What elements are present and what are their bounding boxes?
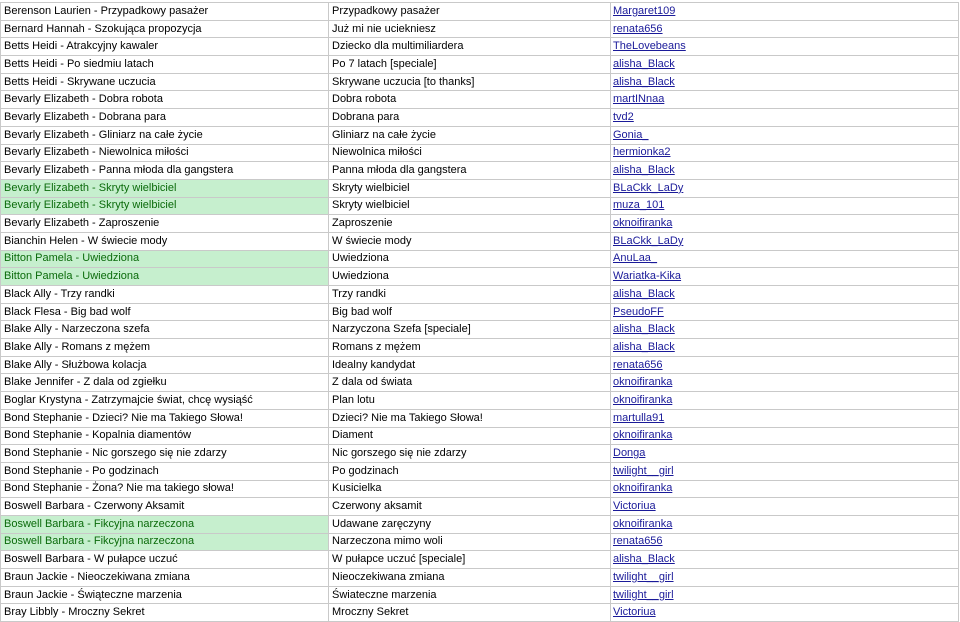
- uploader-link[interactable]: renata656: [613, 358, 663, 371]
- translations-table: [0, 2, 959, 622]
- alt-title-cell: Skryty wielbiciel: [329, 179, 611, 197]
- book-title-cell: Bernard Hannah - Szokująca propozycja: [1, 20, 329, 38]
- book-title-cell: Bond Stephanie - Kopalnia diamentów: [1, 427, 329, 445]
- table-row: [1, 250, 959, 268]
- book-title-cell: Braun Jackie - Świąteczne marzenia: [1, 586, 329, 604]
- uploader-link[interactable]: twilight__girl: [613, 588, 674, 601]
- book-title-cell: Black Ally - Trzy randki: [1, 286, 329, 304]
- uploader-link[interactable]: renata656: [613, 535, 663, 548]
- book-title-cell: Blake Ally - Romans z mężem: [1, 339, 329, 357]
- uploader-link[interactable]: Margaret109: [613, 4, 676, 17]
- book-title-cell: Boswell Barbara - Fikcyjna narzeczona: [1, 533, 329, 551]
- uploader-cell: [611, 215, 959, 233]
- book-title-cell: Bevarly Elizabeth - Zaproszenie: [1, 215, 329, 233]
- table-row: [1, 462, 959, 480]
- alt-title-cell: Mroczny Sekret: [329, 604, 611, 622]
- table-row: [1, 392, 959, 410]
- table-row: [1, 126, 959, 144]
- uploader-link[interactable]: alisha_Black: [613, 57, 675, 70]
- table-row: [1, 268, 959, 286]
- uploader-cell: [611, 339, 959, 357]
- uploader-cell: [611, 162, 959, 180]
- book-title-cell: Bond Stephanie - Nic gorszego się nie zdarzy: [1, 445, 329, 463]
- book-title-cell: Bond Stephanie - Żona? Nie ma takiego słowa!: [1, 480, 329, 498]
- alt-title-cell: W świecie mody: [329, 232, 611, 250]
- uploader-cell: [611, 20, 959, 38]
- uploader-link[interactable]: martulla91: [613, 411, 665, 424]
- book-title-cell: Bond Stephanie - Po godzinach: [1, 462, 329, 480]
- table-row: [1, 604, 959, 622]
- table-row: [1, 197, 959, 215]
- uploader-link[interactable]: Victoriua: [613, 606, 656, 619]
- book-title-cell: Bitton Pamela - Uwiedziona: [1, 250, 329, 268]
- table-row: [1, 374, 959, 392]
- uploader-link[interactable]: Wariatka-Kika: [613, 270, 682, 283]
- alt-title-cell: Zaproszenie: [329, 215, 611, 233]
- table-row: [1, 409, 959, 427]
- uploader-link[interactable]: alisha_Black: [613, 75, 675, 88]
- book-title-cell: Blake Ally - Służbowa kolacja: [1, 356, 329, 374]
- uploader-cell: [611, 374, 959, 392]
- uploader-link[interactable]: alisha_Black: [613, 287, 675, 300]
- uploader-link[interactable]: Donga: [613, 447, 646, 460]
- uploader-cell: [611, 462, 959, 480]
- uploader-cell: [611, 445, 959, 463]
- uploader-cell: [611, 38, 959, 56]
- book-title-cell: Blake Jennifer - Z dala od zgiełku: [1, 374, 329, 392]
- book-title-cell: Bevarly Elizabeth - Gliniarz na całe życie: [1, 126, 329, 144]
- alt-title-cell: Świateczne marzenia: [329, 586, 611, 604]
- uploader-cell: [611, 268, 959, 286]
- table-row: [1, 56, 959, 74]
- uploader-link[interactable]: oknoifiranka: [613, 429, 673, 442]
- alt-title-cell: Niewolnica miłości: [329, 144, 611, 162]
- uploader-cell: [611, 409, 959, 427]
- uploader-cell: [611, 427, 959, 445]
- table-row: [1, 286, 959, 304]
- uploader-link[interactable]: BLaCkk_LaDy: [613, 234, 684, 247]
- book-title-cell: Bray Libbly - Mroczny Sekret: [1, 604, 329, 622]
- uploader-link[interactable]: AnuLaa_: [613, 252, 658, 265]
- uploader-link[interactable]: oknoifiranka: [613, 376, 673, 389]
- table-row: [1, 427, 959, 445]
- alt-title-cell: Po godzinach: [329, 462, 611, 480]
- alt-title-cell: Skryty wielbiciel: [329, 197, 611, 215]
- uploader-cell: [611, 250, 959, 268]
- book-title-cell: Betts Heidi - Po siedmiu latach: [1, 56, 329, 74]
- uploader-cell: [611, 303, 959, 321]
- table-row: [1, 533, 959, 551]
- book-title-cell: Bitton Pamela - Uwiedziona: [1, 268, 329, 286]
- alt-title-cell: Uwiedziona: [329, 268, 611, 286]
- book-title-cell: Boglar Krystyna - Zatrzymajcie świat, chcę wysiąść: [1, 392, 329, 410]
- book-title-cell: Blake Ally - Narzeczona szefa: [1, 321, 329, 339]
- uploader-cell: [611, 232, 959, 250]
- uploader-cell: [611, 179, 959, 197]
- uploader-cell: [611, 604, 959, 622]
- uploader-link[interactable]: hermionka2: [613, 146, 671, 159]
- uploader-cell: [611, 109, 959, 127]
- uploader-link[interactable]: alisha_Black: [613, 323, 675, 336]
- uploader-link[interactable]: Gonia_: [613, 128, 649, 141]
- table-row: [1, 339, 959, 357]
- uploader-link[interactable]: PseudoFF: [613, 305, 664, 318]
- table-row: [1, 144, 959, 162]
- alt-title-cell: Udawane zaręczyny: [329, 515, 611, 533]
- table-row: [1, 445, 959, 463]
- alt-title-cell: Dobrana para: [329, 109, 611, 127]
- uploader-cell: [611, 356, 959, 374]
- table-row: [1, 109, 959, 127]
- uploader-link[interactable]: alisha_Black: [613, 164, 675, 177]
- book-title-cell: Betts Heidi - Skrywane uczucia: [1, 73, 329, 91]
- table-row: [1, 3, 959, 21]
- book-title-cell: Bianchin Helen - W świecie mody: [1, 232, 329, 250]
- alt-title-cell: Czerwony aksamit: [329, 498, 611, 516]
- uploader-cell: [611, 144, 959, 162]
- table-body: [1, 3, 959, 622]
- uploader-cell: [611, 392, 959, 410]
- alt-title-cell: Trzy randki: [329, 286, 611, 304]
- uploader-cell: [611, 480, 959, 498]
- alt-title-cell: Narzyczona Szefa [speciale]: [329, 321, 611, 339]
- uploader-cell: [611, 533, 959, 551]
- table-row: [1, 303, 959, 321]
- book-title-cell: Berenson Laurien - Przypadkowy pasażer: [1, 3, 329, 21]
- book-title-cell: Bond Stephanie - Dzieci? Nie ma Takiego Słowa!: [1, 409, 329, 427]
- book-title-cell: Bevarly Elizabeth - Skryty wielbiciel: [1, 179, 329, 197]
- alt-title-cell: Nieoczekiwana zmiana: [329, 569, 611, 587]
- uploader-cell: [611, 91, 959, 109]
- alt-title-cell: Idealny kandydat: [329, 356, 611, 374]
- table-row: [1, 515, 959, 533]
- table-row: [1, 232, 959, 250]
- book-title-cell: Bevarly Elizabeth - Dobra robota: [1, 91, 329, 109]
- table-row: [1, 91, 959, 109]
- book-title-cell: Betts Heidi - Atrakcyjny kawaler: [1, 38, 329, 56]
- book-title-cell: Bevarly Elizabeth - Dobrana para: [1, 109, 329, 127]
- table-row: [1, 569, 959, 587]
- book-title-cell: Bevarly Elizabeth - Panna młoda dla gangstera: [1, 162, 329, 180]
- table-row: [1, 356, 959, 374]
- alt-title-cell: Z dala od świata: [329, 374, 611, 392]
- uploader-link[interactable]: TheLovebeans: [613, 40, 686, 53]
- table-row: [1, 73, 959, 91]
- uploader-cell: [611, 586, 959, 604]
- uploader-link[interactable]: oknoifiranka: [613, 482, 673, 495]
- uploader-link[interactable]: Victoriua: [613, 500, 656, 513]
- uploader-link[interactable]: alisha_Black: [613, 553, 675, 566]
- uploader-cell: [611, 569, 959, 587]
- table-row: [1, 551, 959, 569]
- uploader-cell: [611, 73, 959, 91]
- alt-title-cell: Narzeczona mimo woli: [329, 533, 611, 551]
- table-row: [1, 38, 959, 56]
- uploader-link[interactable]: martINnaa: [613, 93, 665, 106]
- uploader-cell: [611, 551, 959, 569]
- uploader-link[interactable]: oknoifiranka: [613, 217, 673, 230]
- alt-title-cell: Dziecko dla multimiliardera: [329, 38, 611, 56]
- uploader-cell: [611, 197, 959, 215]
- book-title-cell: Braun Jackie - Nieoczekiwana zmiana: [1, 569, 329, 587]
- uploader-cell: [611, 515, 959, 533]
- uploader-cell: [611, 321, 959, 339]
- uploader-link[interactable]: muza_101: [613, 199, 665, 212]
- book-title-cell: Bevarly Elizabeth - Skryty wielbiciel: [1, 197, 329, 215]
- alt-title-cell: Panna młoda dla gangstera: [329, 162, 611, 180]
- uploader-cell: [611, 286, 959, 304]
- uploader-link[interactable]: oknoifiranka: [613, 393, 673, 406]
- alt-title-cell: Nic gorszego się nie zdarzy: [329, 445, 611, 463]
- alt-title-cell: W pułapce uczuć [speciale]: [329, 551, 611, 569]
- alt-title-cell: Diament: [329, 427, 611, 445]
- book-title-cell: Bevarly Elizabeth - Niewolnica miłości: [1, 144, 329, 162]
- alt-title-cell: Big bad wolf: [329, 303, 611, 321]
- table-row: [1, 586, 959, 604]
- uploader-link[interactable]: twilight__girl: [613, 464, 674, 477]
- table-row: [1, 162, 959, 180]
- uploader-link[interactable]: tvd2: [613, 110, 634, 123]
- uploader-cell: [611, 126, 959, 144]
- uploader-link[interactable]: alisha_Black: [613, 340, 675, 353]
- uploader-link[interactable]: renata656: [613, 22, 663, 35]
- alt-title-cell: Romans z mężem: [329, 339, 611, 357]
- table-row: [1, 321, 959, 339]
- table-row: [1, 179, 959, 197]
- alt-title-cell: Plan lotu: [329, 392, 611, 410]
- table-row: [1, 20, 959, 38]
- book-title-cell: Boswell Barbara - Fikcyjna narzeczona: [1, 515, 329, 533]
- alt-title-cell: Dobra robota: [329, 91, 611, 109]
- alt-title-cell: Gliniarz na całe życie: [329, 126, 611, 144]
- alt-title-cell: Dzieci? Nie ma Takiego Słowa!: [329, 409, 611, 427]
- book-title-cell: Boswell Barbara - Czerwony Aksamit: [1, 498, 329, 516]
- uploader-link[interactable]: BLaCkk_LaDy: [613, 181, 684, 194]
- uploader-cell: [611, 56, 959, 74]
- alt-title-cell: Uwiedziona: [329, 250, 611, 268]
- uploader-cell: [611, 3, 959, 21]
- book-title-cell: Black Flesa - Big bad wolf: [1, 303, 329, 321]
- alt-title-cell: Po 7 latach [speciale]: [329, 56, 611, 74]
- alt-title-cell: Już mi nie uciekniesz: [329, 20, 611, 38]
- table-row: [1, 498, 959, 516]
- alt-title-cell: Skrywane uczucia [to thanks]: [329, 73, 611, 91]
- table-row: [1, 215, 959, 233]
- alt-title-cell: Przypadkowy pasażer: [329, 3, 611, 21]
- uploader-link[interactable]: twilight__girl: [613, 570, 674, 583]
- uploader-link[interactable]: oknoifiranka: [613, 517, 673, 530]
- alt-title-cell: Kusicielka: [329, 480, 611, 498]
- book-title-cell: Boswell Barbara - W pułapce uczuć: [1, 551, 329, 569]
- uploader-cell: [611, 498, 959, 516]
- table-row: [1, 480, 959, 498]
